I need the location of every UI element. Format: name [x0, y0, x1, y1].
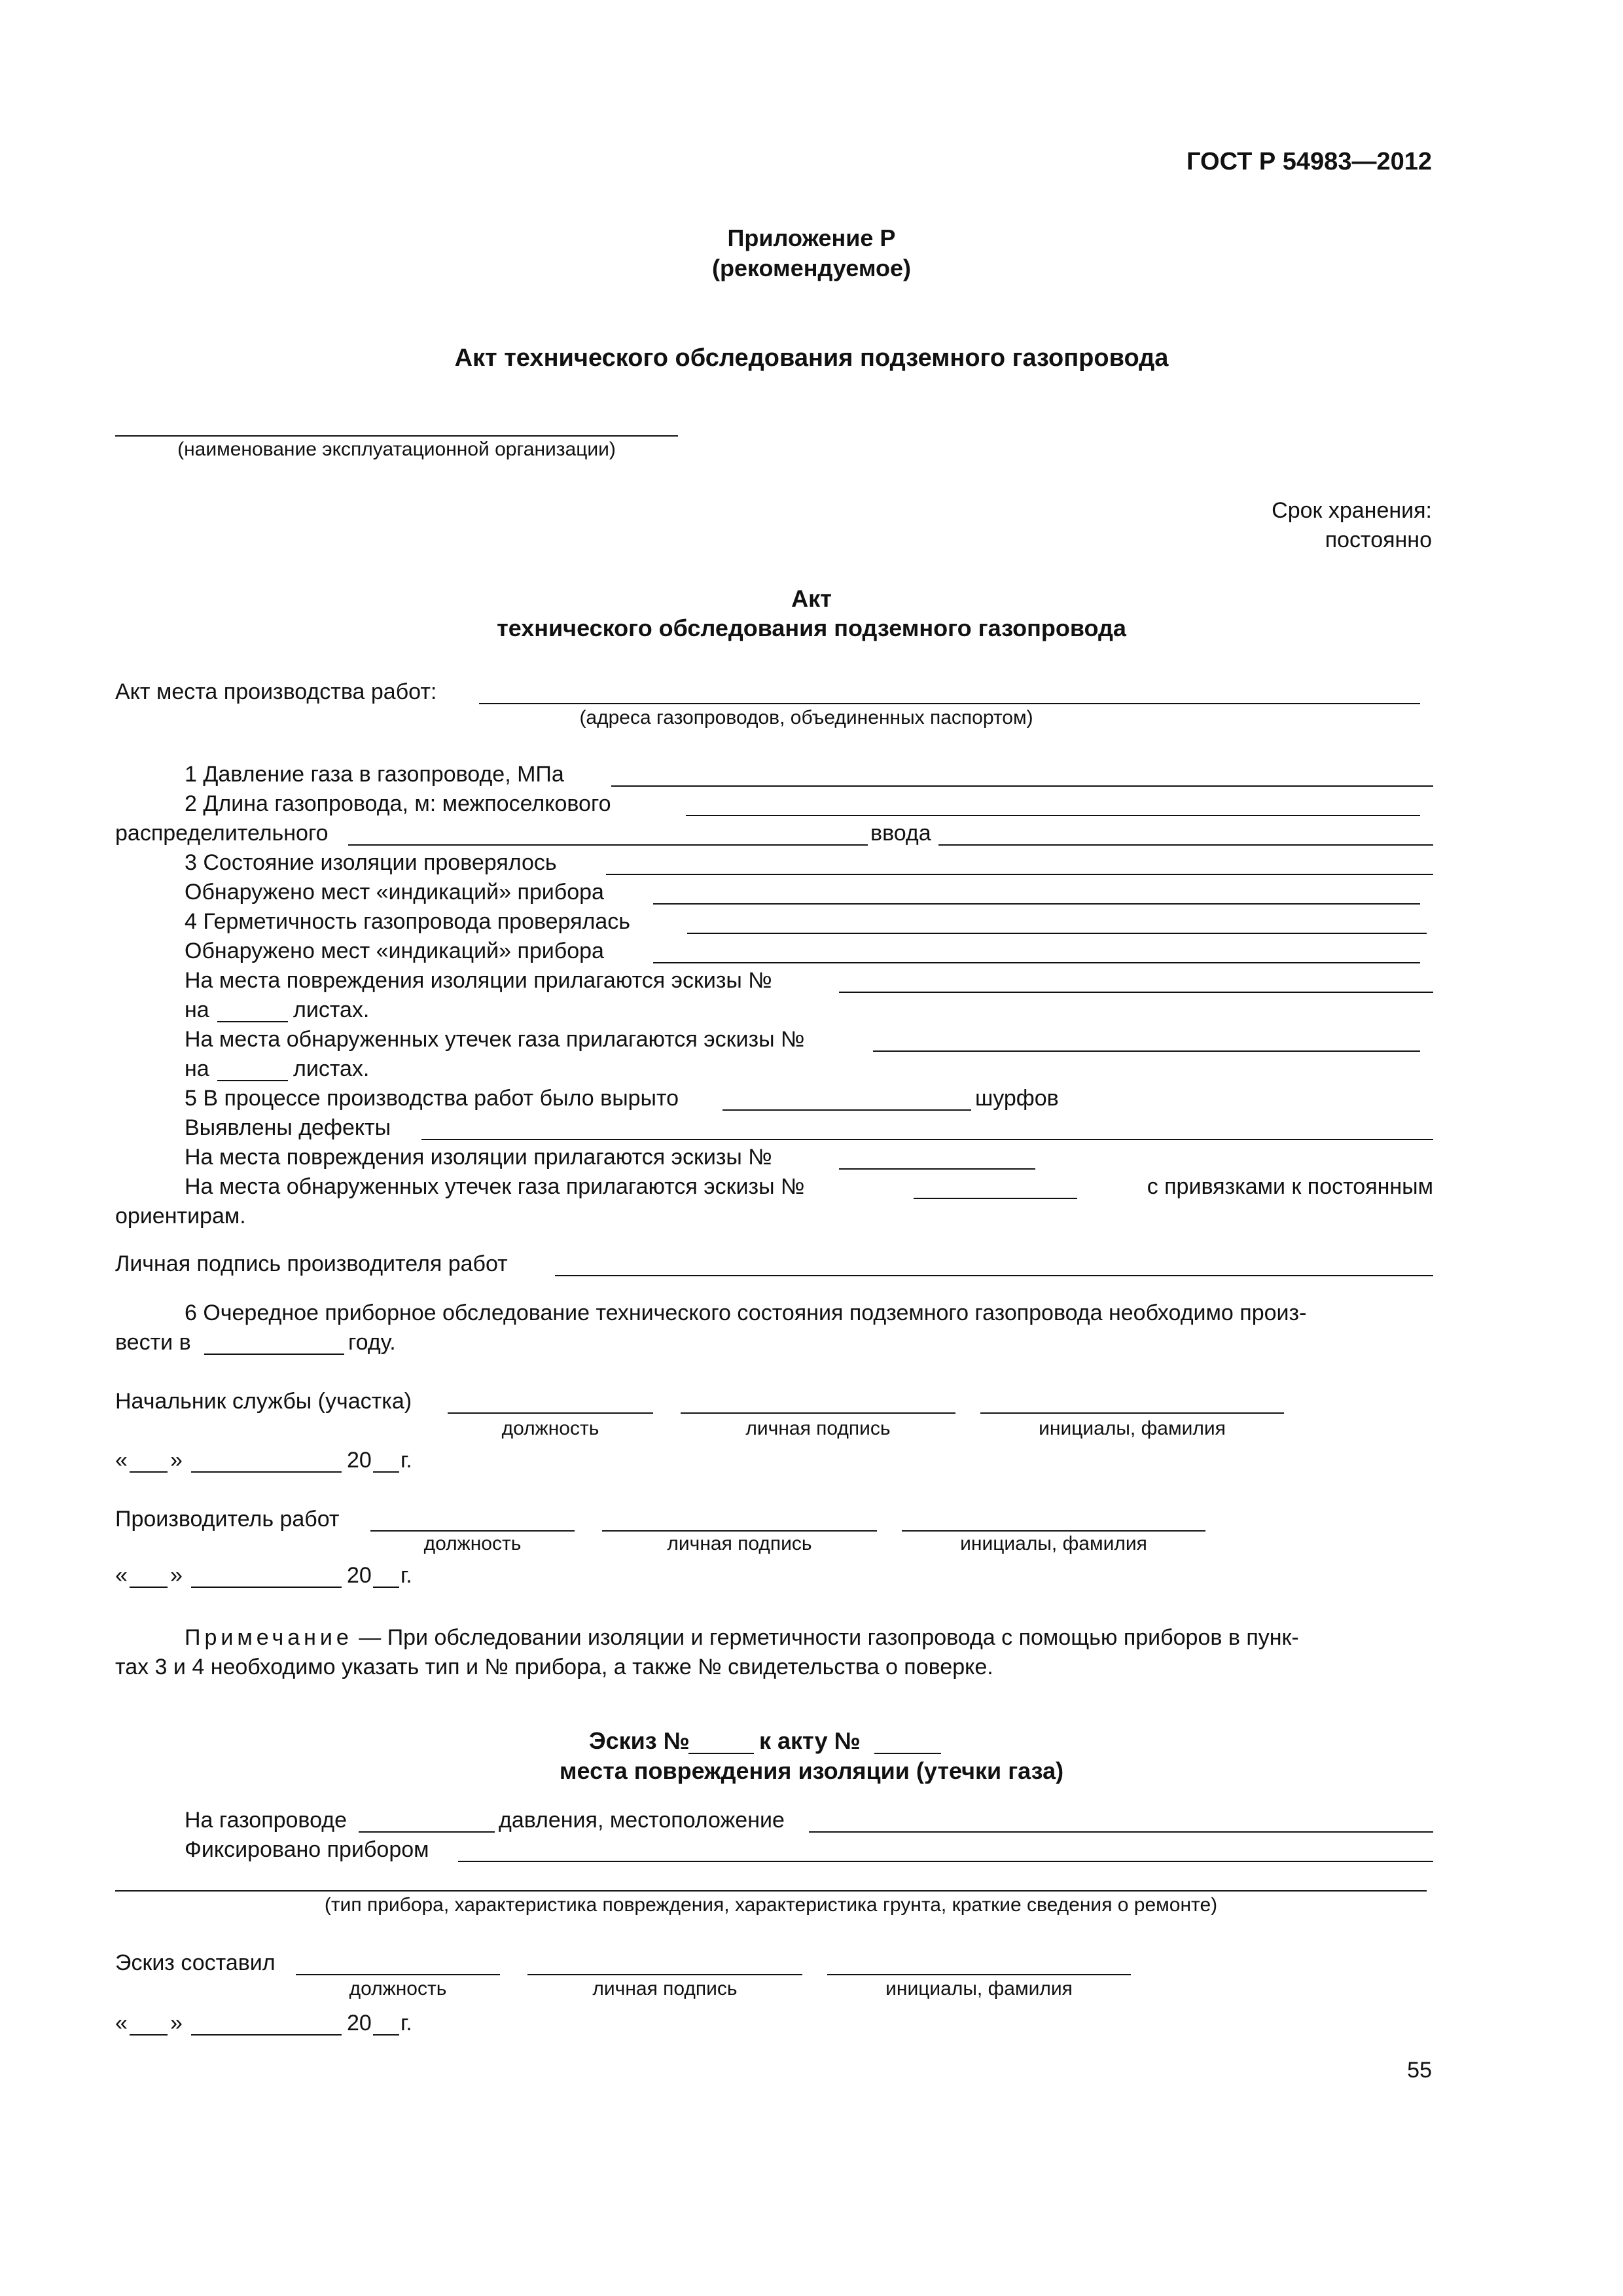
- defects-line: [421, 1139, 1433, 1140]
- chief-month-line: [191, 1471, 342, 1473]
- next-survey-year-line: [204, 1354, 344, 1355]
- foreman-year-suffix: г.: [401, 1563, 412, 1588]
- chief-name-line: [980, 1412, 1284, 1414]
- sketch-year-suffix: г.: [401, 2011, 412, 2036]
- sketch-name-line: [827, 1974, 1131, 1975]
- act-title: Акт: [791, 585, 832, 612]
- pressure-line: [611, 785, 1433, 787]
- distribution-line: [348, 844, 868, 846]
- foreman-date-close: »: [170, 1563, 183, 1588]
- item-tightness-checked: 4 Герметичность газопровода проверялась: [185, 909, 630, 934]
- sketch-author-label: Эскиз составил: [115, 1950, 276, 1975]
- next-survey-line1: 6 Очередное приборное обследование технического состояния подземного газопровода необходимо произ-: [185, 1300, 1307, 1325]
- act-subtitle: технического обследования подземного газопровода: [497, 615, 1126, 641]
- foreman-year-line: [373, 1587, 399, 1588]
- sketch-title-a: Эскиз №: [589, 1727, 690, 1754]
- item-found-1: Обнаружено мест «индикаций» прибора: [185, 880, 604, 905]
- foreman-label: Производитель работ: [115, 1507, 340, 1532]
- sketch-date-open: «: [115, 2011, 128, 2036]
- appendix-status: (рекомендуемое): [712, 255, 911, 281]
- signature-line: [555, 1275, 1433, 1276]
- sketch-number-line: [688, 1753, 754, 1754]
- sketch-location-line: [809, 1831, 1433, 1833]
- organization-line: [115, 435, 678, 437]
- item-distribution: распределительного: [115, 821, 329, 846]
- next-survey-line2-post: году.: [348, 1330, 396, 1355]
- standard-number: ГОСТ Р 54983—2012: [1186, 148, 1432, 175]
- entry-line: [938, 844, 1433, 846]
- sketch-subtitle: места повреждения изоляции (утечки газа): [559, 1757, 1064, 1784]
- retention-value: постоянно: [1325, 528, 1432, 552]
- item-sheets-1: листах.: [293, 997, 370, 1022]
- foreman-year: 20: [347, 1563, 372, 1588]
- item-damage-sketches-2: На места повреждения изоляции прилагаются эскизы №: [185, 1145, 772, 1170]
- retention-label: Срок хранения:: [1272, 498, 1432, 523]
- foreman-name-line: [902, 1530, 1205, 1532]
- sketch-year-line: [373, 2034, 399, 2036]
- item-pits-unit: шурфов: [975, 1086, 1059, 1111]
- page-number: 55: [1407, 2058, 1432, 2083]
- item-length: 2 Длина газопровода, м: межпоселкового: [185, 791, 611, 816]
- leak-2-line: [914, 1198, 1077, 1199]
- foreman-date-open: «: [115, 1563, 128, 1588]
- item-on-2: на: [185, 1056, 209, 1081]
- sketch-fixed: Фиксировано прибором: [185, 1837, 429, 1862]
- note-text: — При обследовании изоляции и герметичности газопровода с помощью приборов в пунк-: [359, 1625, 1299, 1650]
- item-entry: ввода: [870, 821, 931, 846]
- foreman-position-caption: должность: [423, 1533, 522, 1554]
- pits-line: [722, 1109, 971, 1111]
- item-sheets-2: листах.: [293, 1056, 370, 1081]
- chief-position-caption: должность: [501, 1418, 599, 1439]
- sketch-pipeline: На газопроводе: [185, 1808, 348, 1833]
- damage-sketches-2-line: [839, 1168, 1035, 1170]
- sketch-month-line: [191, 2034, 342, 2036]
- item-found-2: Обнаружено мест «индикаций» прибора: [185, 939, 604, 963]
- item-damage-sketches: На места повреждения изоляции прилагаются эскизы №: [185, 968, 772, 993]
- note-line1: [185, 1626, 1299, 1649]
- damage-sketches-line: [839, 992, 1433, 993]
- foreman-position-line: [370, 1530, 575, 1532]
- tightness-checked-line: [687, 933, 1427, 934]
- chief-year-line: [373, 1471, 399, 1473]
- item-on-1: на: [185, 997, 209, 1022]
- length-line: [686, 815, 1420, 816]
- location-line: [479, 703, 1420, 704]
- signature-label: Личная подпись производителя работ: [115, 1251, 508, 1276]
- chief-year-suffix: г.: [401, 1448, 412, 1473]
- note-line2: тах 3 и 4 необходимо указать тип и № прибора, а также № свидетельства о поверке.: [115, 1655, 993, 1679]
- chief-label: Начальник службы (участка): [115, 1389, 412, 1414]
- item-pressure: 1 Давление газа в газопроводе, МПа: [185, 762, 564, 787]
- sheets-2-line: [217, 1080, 288, 1081]
- leak-sketches-line: [873, 1050, 1420, 1052]
- found-1-line: [653, 903, 1420, 905]
- organization-caption: (наименование эксплуатационной организации): [177, 439, 616, 460]
- next-survey-line2: вести в: [115, 1330, 191, 1355]
- sketch-year: 20: [347, 2011, 372, 2036]
- sketch-pressure-location: давления, местоположение: [499, 1808, 785, 1833]
- chief-signature-caption: личная подпись: [745, 1418, 891, 1439]
- item-pits: 5 В процессе производства работ было вырыто: [185, 1086, 679, 1111]
- sketch-details-caption: (тип прибора, характеристика повреждения, характеристика грунта, краткие сведения о ремонте): [324, 1894, 1218, 1916]
- location-caption: (адреса газопроводов, объединенных паспортом): [579, 707, 1033, 728]
- found-2-line: [653, 962, 1420, 963]
- note-label: Примечание: [185, 1625, 353, 1650]
- sketch-day-line: [130, 2034, 168, 2036]
- item-leak-2-post: с привязками к постоянным: [1147, 1174, 1433, 1199]
- item-landmarks: ориентирам.: [115, 1204, 246, 1229]
- item-defects: Выявлены дефекты: [185, 1115, 391, 1140]
- sketch-title-b: к акту №: [759, 1727, 861, 1754]
- chief-year: 20: [347, 1448, 372, 1473]
- item-leak-sketches: На места обнаруженных утечек газа прилагаются эскизы №: [185, 1027, 805, 1052]
- sketch-fixed-line: [458, 1861, 1433, 1862]
- appendix-title: Приложение Р: [727, 224, 896, 251]
- sketch-name-caption: инициалы, фамилия: [885, 1978, 1073, 2000]
- chief-day-line: [130, 1471, 168, 1473]
- location-label: Акт места производства работ:: [115, 679, 437, 704]
- chief-date-close: »: [170, 1448, 183, 1473]
- item-leak-2: На места обнаруженных утечек газа прилагаются эскизы №: [185, 1174, 805, 1199]
- sketch-details-line: [115, 1890, 1427, 1892]
- chief-date-open: «: [115, 1448, 128, 1473]
- chief-name-caption: инициалы, фамилия: [1039, 1418, 1226, 1439]
- foreman-signature-line: [602, 1530, 877, 1532]
- foreman-signature-caption: личная подпись: [667, 1533, 812, 1554]
- item-insulation-checked: 3 Состояние изоляции проверялось: [185, 850, 557, 875]
- document-title: Акт технического обследования подземного газопровода: [454, 344, 1169, 372]
- chief-position-line: [448, 1412, 653, 1414]
- act-number-line: [874, 1753, 941, 1754]
- sketch-position-caption: должность: [349, 1978, 447, 2000]
- sketch-signature-caption: личная подпись: [592, 1978, 738, 2000]
- sketch-pipeline-line: [359, 1831, 495, 1833]
- sheets-1-line: [217, 1021, 288, 1022]
- sketch-position-line: [296, 1974, 500, 1975]
- sketch-date-close: »: [170, 2011, 183, 2036]
- foreman-name-caption: инициалы, фамилия: [960, 1533, 1147, 1554]
- foreman-month-line: [191, 1587, 342, 1588]
- insulation-checked-line: [606, 874, 1433, 875]
- chief-signature-line: [681, 1412, 955, 1414]
- foreman-day-line: [130, 1587, 168, 1588]
- sketch-signature-line: [527, 1974, 802, 1975]
